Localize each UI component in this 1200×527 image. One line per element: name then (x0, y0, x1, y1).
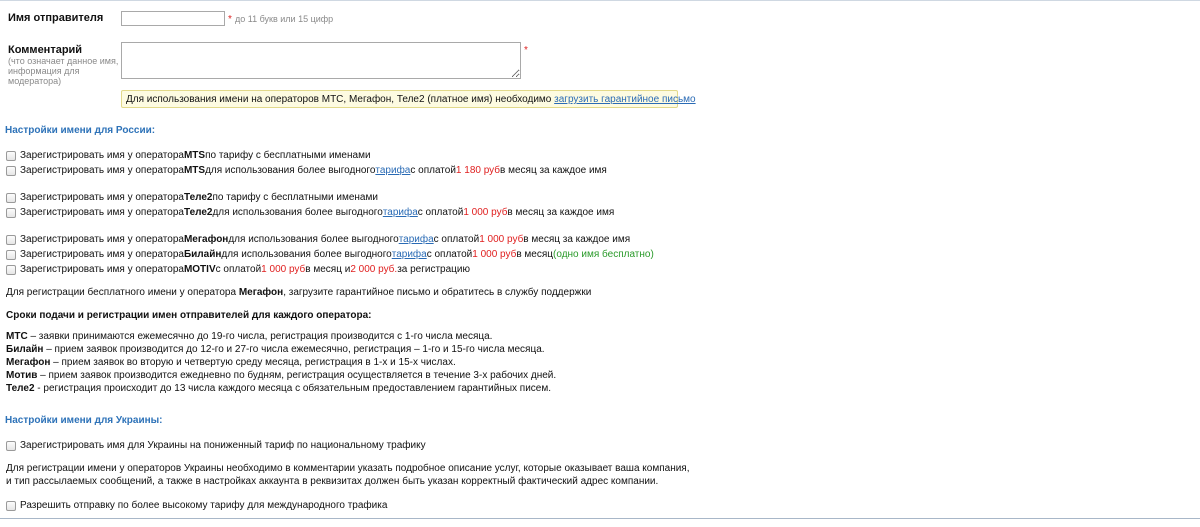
tariff-link[interactable]: тарифа (382, 207, 418, 218)
comment-textarea[interactable] (121, 42, 521, 79)
top-divider (0, 0, 1200, 1)
option-text: в месяц за каждое имя (523, 234, 631, 245)
international-checkbox[interactable] (6, 501, 16, 511)
operator-name: Мегафон (6, 357, 51, 368)
sender-name-label: Имя отправителя (8, 12, 104, 24)
megafon-free-note (6, 286, 591, 299)
tariff-link[interactable]: тарифа (375, 165, 411, 176)
option-text: в месяц (516, 249, 554, 260)
comment-sublabel (8, 56, 118, 86)
deadline-item (6, 343, 556, 356)
free-name-note: (одно имя бесплатно) (553, 249, 654, 260)
deadline-text: - регистрация происходит до 13 числа каждого месяца с обязательным предоставлением гарантийных писем. (34, 383, 552, 394)
deadlines-list (6, 330, 556, 395)
price: 1 000 руб (261, 264, 306, 275)
megafon-paid-checkbox[interactable] (6, 235, 16, 245)
option-text: Зарегистрировать имя для Украины на пониженный тариф по национальному трафику (20, 440, 426, 451)
option-text: Зарегистрировать имя у оператора (20, 150, 184, 161)
mts-free-checkbox[interactable] (6, 151, 16, 161)
note-text: Для регистрации бесплатного имени у оператора (6, 287, 239, 298)
option-text: Зарегистрировать имя у оператора (20, 192, 184, 203)
option-text: Зарегистрировать имя у оператора (20, 264, 184, 275)
bottom-divider (0, 518, 1200, 519)
operator-name: Мегафон (238, 287, 284, 298)
option-text: с оплатой (426, 249, 473, 260)
option-text: Разрешить отправку по более высокому тарифу для международного трафика (20, 500, 388, 511)
option-beeline-paid (6, 248, 654, 262)
deadline-text: – прием заявок во вторую и четвертую среду месяца, регистрация в 1-х и 15-х числах. (50, 357, 456, 368)
price: 1 180 руб (455, 165, 501, 176)
option-text: Зарегистрировать имя у оператора (20, 249, 184, 260)
comment-sublabel-line: модератора) (8, 76, 62, 86)
option-text: для использования более выгодного (228, 234, 399, 245)
option-international (6, 499, 387, 513)
option-tele2-paid (6, 206, 614, 220)
deadline-item (6, 382, 556, 395)
note-line: Для регистрации имени у операторов Украины необходимо в комментарии указать подробное описание услуг, которые оказывает ваша компания, (6, 463, 690, 474)
operator-name: Теле2 (183, 192, 213, 203)
motiv-paid-checkbox[interactable] (6, 265, 16, 275)
comment-label: Комментарий (8, 44, 83, 56)
operator-name: MTS (183, 150, 206, 161)
option-megafon-paid (6, 233, 630, 247)
option-text: по тарифу с бесплатными именами (205, 150, 371, 161)
option-text: Зарегистрировать имя у оператора (20, 234, 184, 245)
option-text: с оплатой (410, 165, 456, 176)
option-text: по тарифу с бесплатными именами (212, 192, 378, 203)
operator-name: Билайн (183, 249, 222, 260)
deadline-text: – прием заявок производится до 12-го и 27-го числа ежемесячно, регистрация – 1-го и 15-го числа месяца. (43, 344, 545, 355)
operator-name: Билайн (6, 344, 44, 355)
deadline-text: – прием заявок производится ежедневно по будням, регистрация осуществляется в течение 3-х рабочих дней. (37, 370, 557, 381)
option-text: в месяц за каждое имя (500, 165, 607, 176)
tele2-free-checkbox[interactable] (6, 193, 16, 203)
operator-name: Теле2 (183, 207, 213, 218)
option-text: Зарегистрировать имя у оператора (20, 165, 184, 176)
operator-name: Мегафон (183, 234, 229, 245)
option-text: Зарегистрировать имя у оператора (20, 207, 184, 218)
option-text: для использования более выгодного (205, 165, 376, 176)
tariff-link[interactable]: тарифа (391, 249, 427, 260)
guarantee-letter-notice (121, 90, 696, 108)
comment-sublabel-line: информация для (8, 66, 80, 76)
option-text: для использования более выгодного (221, 249, 392, 260)
ukraine-note (6, 462, 690, 488)
ukraine-settings-title: Настройки имени для Украины: (5, 415, 163, 426)
option-text: в месяц и (305, 264, 351, 275)
price: 1 000 руб (472, 249, 517, 260)
option-mts-free (6, 149, 371, 163)
deadline-item (6, 369, 556, 382)
ukraine-national-checkbox[interactable] (6, 441, 16, 451)
registration-price: 2 000 руб. (350, 264, 398, 275)
option-text: с оплатой (417, 207, 464, 218)
deadline-item (6, 330, 556, 343)
deadline-text: – заявки принимаются ежемесячно до 19-го числа, регистрация производится с 1-го числа месяца. (27, 331, 493, 342)
option-motiv-paid (6, 263, 470, 277)
tariff-link[interactable]: тарифа (398, 234, 434, 245)
tele2-paid-checkbox[interactable] (6, 208, 16, 218)
notice-text: Для использования имени на операторов МТС, Мегафон, Теле2 (платное имя) необходимо (126, 94, 555, 105)
option-text: с оплатой (215, 264, 262, 275)
note-line: и тип рассылаемых сообщений, а также в настройках аккаунта в реквизитах должен быть указан корректный фактический адрес компании. (6, 476, 659, 487)
price: 1 000 руб (463, 207, 508, 218)
sender-required-mark: * (228, 14, 232, 25)
option-ukraine-national (6, 439, 426, 453)
operator-name: Мотив (6, 370, 38, 381)
operator-name: Теле2 (6, 383, 35, 394)
russia-settings-title: Настройки имени для России: (5, 125, 156, 136)
sender-name-input[interactable] (121, 11, 225, 26)
operator-name: MOTIV (183, 264, 216, 275)
deadlines-title: Сроки подачи и регистрации имен отправителей для каждого оператора: (6, 310, 372, 321)
price: 1 000 руб (479, 234, 524, 245)
option-text: в месяц за каждое имя (507, 207, 615, 218)
option-text: с оплатой (433, 234, 480, 245)
note-text: , загрузите гарантийное письмо и обратитесь в службу поддержки (283, 287, 592, 298)
option-text: за регистрацию (397, 264, 470, 275)
upload-guarantee-letter-link[interactable]: загрузить гарантийное письмо (554, 94, 696, 105)
option-mts-paid (6, 164, 607, 178)
comment-sublabel-line: (что означает данное имя, (8, 56, 119, 66)
comment-required-mark: * (524, 45, 528, 56)
mts-paid-checkbox[interactable] (6, 166, 16, 176)
deadline-item (6, 356, 556, 369)
sender-name-hint: до 11 букв или 15 цифр (235, 14, 334, 24)
operator-name: МТС (6, 331, 28, 342)
beeline-paid-checkbox[interactable] (6, 250, 16, 260)
operator-name: MTS (183, 165, 206, 176)
option-text: для использования более выгодного (212, 207, 383, 218)
option-tele2-free (6, 191, 378, 205)
